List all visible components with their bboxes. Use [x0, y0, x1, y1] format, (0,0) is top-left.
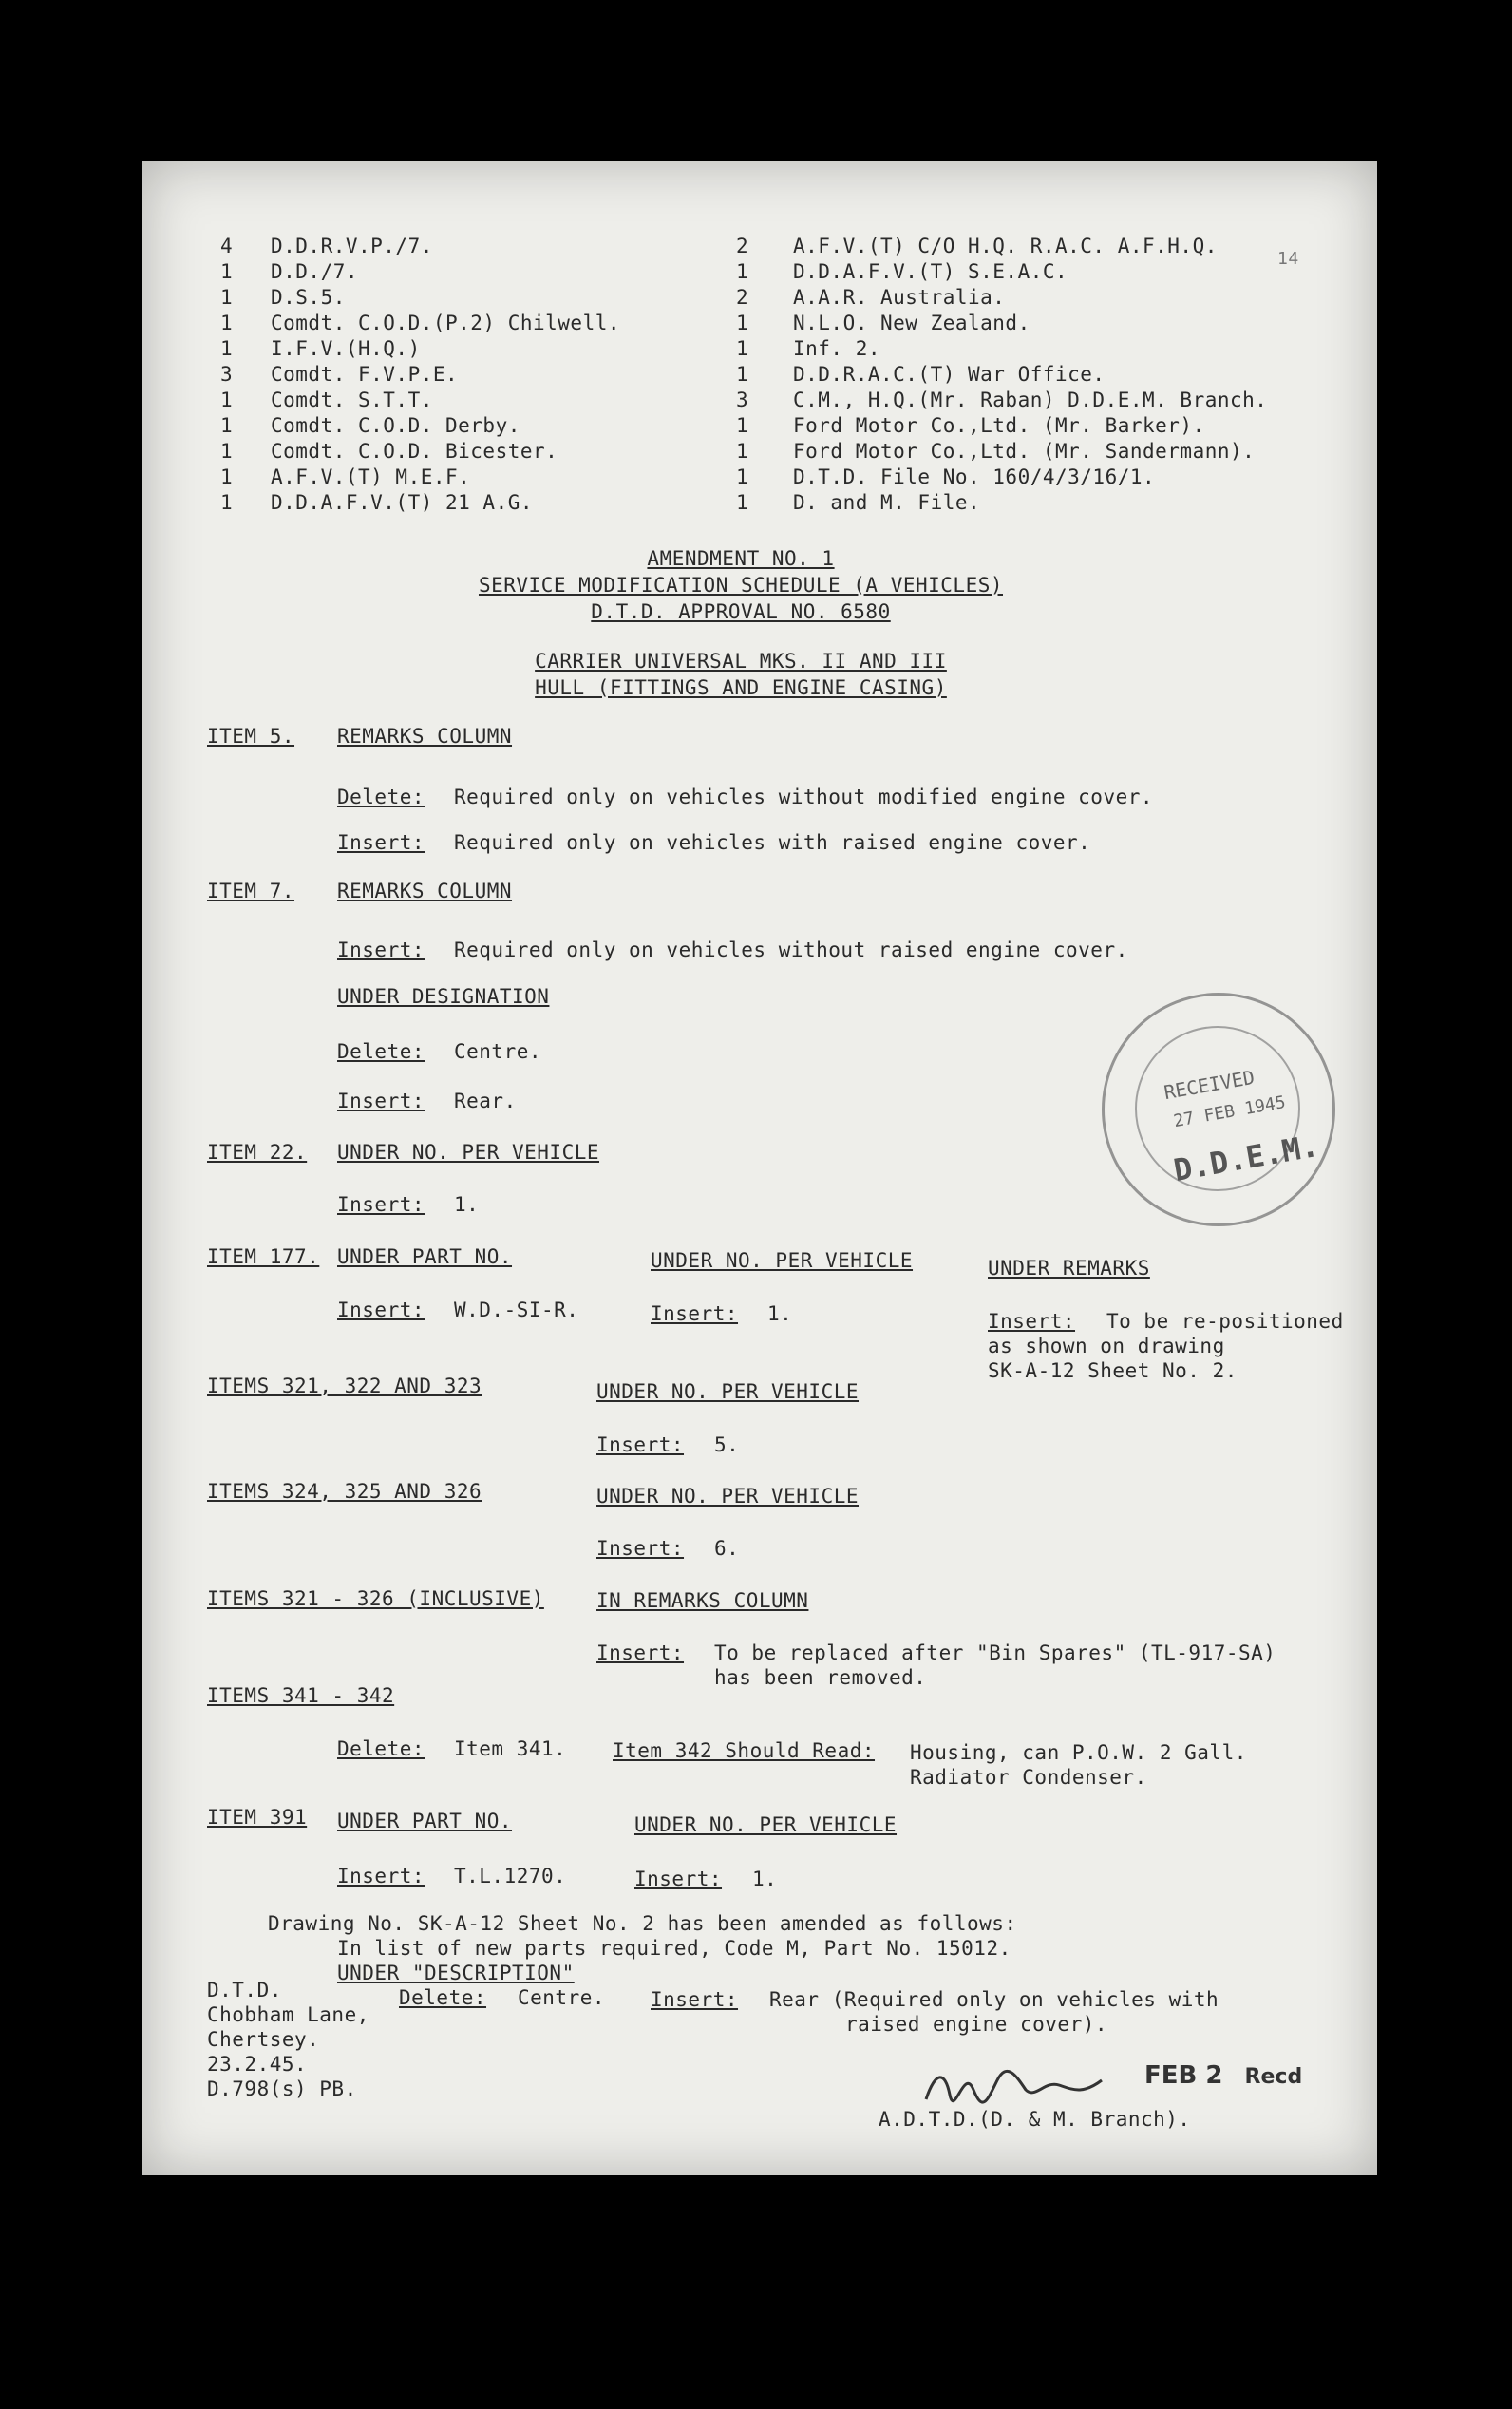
distribution-recipient: Comdt. S.T.T.: [271, 389, 433, 411]
item-7-column: REMARKS COLUMN: [337, 880, 513, 902]
items-341-342-delete-text: Item 341.: [454, 1737, 567, 1760]
item-391-label: ITEM 391: [207, 1806, 308, 1829]
distribution-count: 1: [736, 260, 749, 283]
signatory: A.D.T.D.(D. & M. Branch).: [879, 2108, 1191, 2131]
items-324-326-label: ITEMS 324, 325 AND 326: [207, 1480, 482, 1503]
item-177-column-remarks: UNDER REMARKS: [988, 1257, 1150, 1280]
item-7-delete-label: Delete:: [337, 1040, 425, 1063]
item-5-insert-text: Required only on vehicles with raised engine cover.: [454, 831, 1091, 854]
received-date: FEB 2 Recd: [1144, 2061, 1303, 2090]
distribution-recipient: D.D.A.F.V.(T) 21 A.G.: [271, 491, 534, 514]
item-177-insert3-line1: To be re-positioned: [1106, 1310, 1344, 1333]
distribution-count: 1: [220, 440, 234, 463]
distribution-count: 1: [220, 465, 234, 488]
item-391-column-part: UNDER PART NO.: [337, 1810, 513, 1832]
item-391-insert1-label: Insert:: [337, 1865, 425, 1887]
items-321-326-insert-label: Insert:: [596, 1641, 685, 1664]
distribution-recipient: Inf. 2.: [793, 337, 881, 360]
distribution-recipient: A.F.V.(T) M.E.F.: [271, 465, 471, 488]
distribution-count: 3: [220, 363, 234, 386]
footer-date: 23.2.45.: [207, 2053, 308, 2076]
drawing-line-1: Drawing No. SK-A-12 Sheet No. 2 has been amended as follows:: [268, 1912, 1017, 1935]
items-321-323-column: UNDER NO. PER VEHICLE: [596, 1380, 860, 1403]
item-177-insert2-text: 1.: [767, 1302, 793, 1325]
footer-address-3: Chertsey.: [207, 2028, 320, 2051]
item-177-label: ITEM 177.: [207, 1245, 320, 1268]
items-321-323-insert-text: 5.: [714, 1433, 740, 1456]
drawing-insert-line1: Rear (Required only on vehicles with: [769, 1988, 1219, 2011]
drawing-description: UNDER "DESCRIPTION": [337, 1962, 575, 1984]
footer-reference: D.798(s) PB.: [207, 2077, 357, 2100]
item-7-insert-text: Required only on vehicles without raised engine cover.: [454, 939, 1128, 961]
distribution-count: 1: [736, 312, 749, 334]
distribution-count: 1: [220, 389, 234, 411]
items-341-342-read-line2: Radiator Condenser.: [910, 1766, 1147, 1789]
distribution-recipient: D.D./7.: [271, 260, 359, 283]
distribution-recipient: I.F.V.(H.Q.): [271, 337, 421, 360]
vehicle-heading: CARRIER UNIVERSAL MKS. II AND III: [535, 650, 947, 673]
items-341-342-read-label: Item 342 Should Read:: [613, 1739, 876, 1762]
distribution-count: 1: [736, 465, 749, 488]
distribution-count: 1: [220, 337, 234, 360]
item-22-insert-label: Insert:: [337, 1193, 425, 1216]
distribution-recipient: D.D.A.F.V.(T) S.E.A.C.: [793, 260, 1068, 283]
distribution-recipient: D.T.D. File No. 160/4/3/16/1.: [793, 465, 1156, 488]
distribution-recipient: C.M., H.Q.(Mr. Raban) D.D.E.M. Branch.: [793, 389, 1268, 411]
distribution-recipient: A.A.R. Australia.: [793, 286, 1006, 309]
schedule-heading: SERVICE MODIFICATION SCHEDULE (A VEHICLES): [478, 574, 1003, 597]
items-341-342-read-line1: Housing, can P.O.W. 2 Gall.: [910, 1741, 1247, 1764]
distribution-count: 1: [736, 363, 749, 386]
drawing-delete-label: Delete:: [399, 1986, 487, 2009]
item-177-insert3-line3: SK-A-12 Sheet No. 2.: [988, 1359, 1238, 1382]
item-177-column-part: UNDER PART NO.: [337, 1245, 513, 1268]
distribution-count: 1: [736, 414, 749, 437]
item-177-insert1-text: W.D.-SI-R.: [454, 1299, 579, 1321]
stamp-date: 27 FEB 1945: [1172, 1091, 1288, 1132]
approval-heading: D.T.D. APPROVAL NO. 6580: [591, 600, 891, 623]
item-7-label: ITEM 7.: [207, 880, 295, 902]
drawing-insert-label: Insert:: [651, 1988, 739, 2011]
distribution-recipient: D.D.R.A.C.(T) War Office.: [793, 363, 1106, 386]
items-324-326-insert-label: Insert:: [596, 1537, 685, 1560]
amendment-heading: AMENDMENT NO. 1: [647, 547, 835, 570]
items-341-342-delete-label: Delete:: [337, 1737, 425, 1760]
item-22-label: ITEM 22.: [207, 1141, 308, 1164]
distribution-recipient: Comdt. F.V.P.E.: [271, 363, 459, 386]
distribution-count: 4: [220, 235, 234, 257]
distribution-recipient: N.L.O. New Zealand.: [793, 312, 1030, 334]
items-321-326-insert-line1: To be replaced after "Bin Spares" (TL-917-SA): [714, 1641, 1276, 1664]
footer-address-1: D.T.D.: [207, 1979, 282, 2001]
item-177-insert3-label: Insert:: [988, 1310, 1076, 1333]
item-22-column: UNDER NO. PER VEHICLE: [337, 1141, 600, 1164]
distribution-count: 1: [220, 414, 234, 437]
distribution-count: 1: [736, 440, 749, 463]
items-321-326-column: IN REMARKS COLUMN: [596, 1589, 809, 1612]
distribution-recipient: A.F.V.(T) C/O H.Q. R.A.C. A.F.H.Q.: [793, 235, 1218, 257]
items-324-326-insert-text: 6.: [714, 1537, 740, 1560]
distribution-recipient: Comdt. C.O.D. Derby.: [271, 414, 520, 437]
item-5-delete-label: Delete:: [337, 786, 425, 808]
item-177-insert2-label: Insert:: [651, 1302, 739, 1325]
distribution-count: 1: [220, 260, 234, 283]
drawing-delete-text: Centre.: [518, 1986, 606, 2009]
items-324-326-column: UNDER NO. PER VEHICLE: [596, 1485, 860, 1508]
distribution-recipient: Ford Motor Co.,Ltd. (Mr. Barker).: [793, 414, 1205, 437]
distribution-recipient: D. and M. File.: [793, 491, 981, 514]
distribution-count: 1: [736, 491, 749, 514]
stamp-office: D.D.E.M.: [1170, 1127, 1322, 1189]
items-321-326-label: ITEMS 321 - 326 (INCLUSIVE): [207, 1587, 544, 1610]
drawing-line-2: In list of new parts required, Code M, Part No. 15012.: [337, 1937, 1011, 1960]
item-5-insert-label: Insert:: [337, 831, 425, 854]
item-177-column-qty: UNDER NO. PER VEHICLE: [651, 1249, 914, 1272]
handwritten-signature: [921, 2061, 1111, 2109]
stamp-label: RECEIVED: [1162, 1065, 1257, 1105]
items-321-323-insert-label: Insert:: [596, 1433, 685, 1456]
section-heading: HULL (FITTINGS AND ENGINE CASING): [535, 676, 947, 699]
item-7-insert2-label: Insert:: [337, 1090, 425, 1112]
item-5-delete-text: Required only on vehicles without modified engine cover.: [454, 786, 1154, 808]
item-22-insert-text: 1.: [454, 1193, 480, 1216]
item-5-label: ITEM 5.: [207, 725, 295, 748]
distribution-count: 1: [220, 312, 234, 334]
drawing-insert-line2: raised engine cover).: [845, 2013, 1108, 2036]
items-321-326-insert-line2: has been removed.: [714, 1666, 927, 1689]
item-7-insert2-text: Rear.: [454, 1090, 517, 1112]
item-391-insert2-label: Insert:: [634, 1868, 723, 1890]
distribution-recipient: Comdt. C.O.D. Bicester.: [271, 440, 558, 463]
distribution-count: 1: [736, 337, 749, 360]
item-177-insert1-label: Insert:: [337, 1299, 425, 1321]
distribution-count: 3: [736, 389, 749, 411]
distribution-recipient: D.D.R.V.P./7.: [271, 235, 433, 257]
distribution-count: 1: [220, 286, 234, 309]
item-177-insert3-line2: as shown on drawing: [988, 1335, 1225, 1357]
distribution-count: 2: [736, 235, 749, 257]
distribution-recipient: D.S.5.: [271, 286, 346, 309]
item-7-designation: UNDER DESIGNATION: [337, 985, 550, 1008]
distribution-recipient: Comdt. C.O.D.(P.2) Chilwell.: [271, 312, 621, 334]
distribution-recipient: Ford Motor Co.,Ltd. (Mr. Sandermann).: [793, 440, 1256, 463]
distribution-count: 2: [736, 286, 749, 309]
item-7-delete-text: Centre.: [454, 1040, 542, 1063]
item-391-column-qty: UNDER NO. PER VEHICLE: [634, 1813, 898, 1836]
item-7-insert-label: Insert:: [337, 939, 425, 961]
item-391-insert1-text: T.L.1270.: [454, 1865, 567, 1887]
items-321-323-label: ITEMS 321, 322 AND 323: [207, 1375, 482, 1397]
items-341-342-label: ITEMS 341 - 342: [207, 1684, 395, 1707]
corner-mark: 14: [1277, 249, 1299, 269]
footer-address-2: Chobham Lane,: [207, 2003, 369, 2026]
item-391-insert2-text: 1.: [752, 1868, 778, 1890]
distribution-count: 1: [220, 491, 234, 514]
item-5-column: REMARKS COLUMN: [337, 725, 513, 748]
